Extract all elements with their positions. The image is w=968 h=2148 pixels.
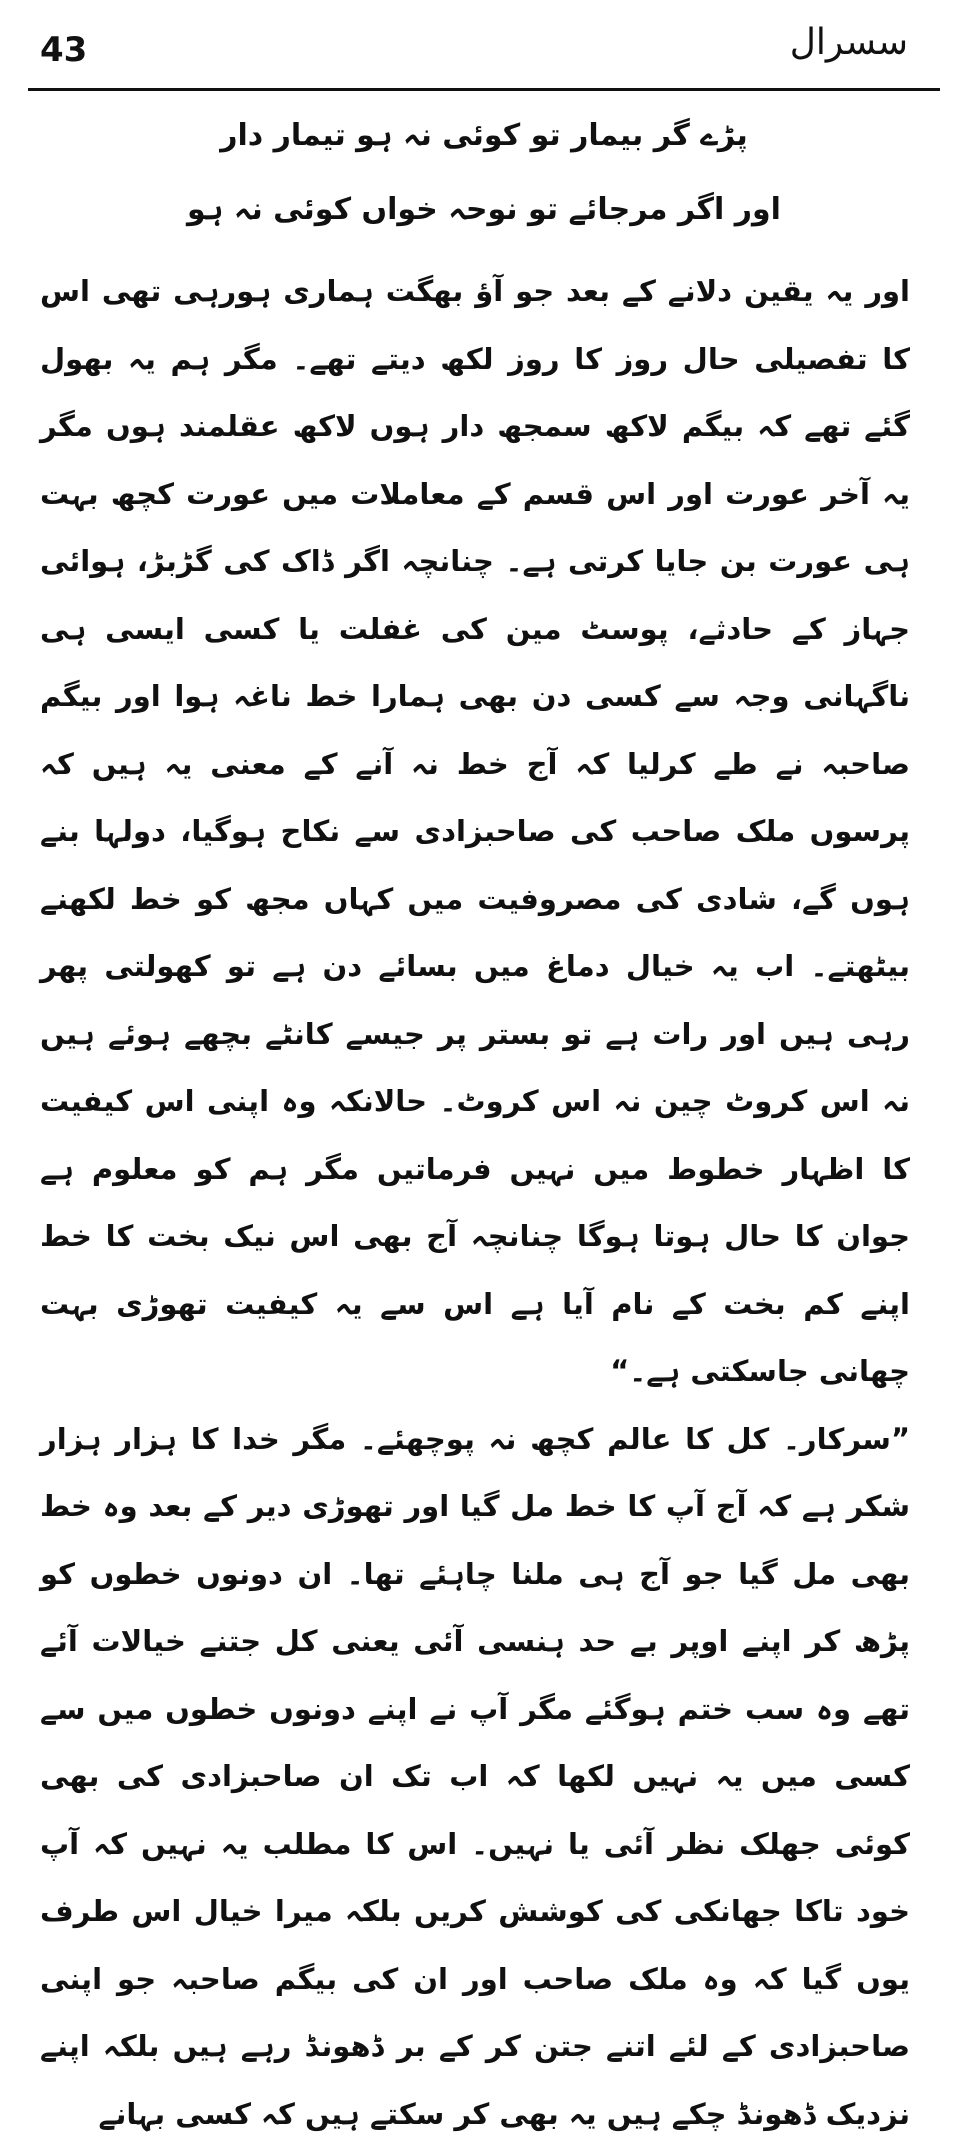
verse-line-1: پڑے گر بیمار تو کوئی نہ ہو تیمار دار xyxy=(0,118,968,153)
header-divider xyxy=(28,88,940,91)
paragraph-1: اور یہ یقین دلانے کے بعد جو آؤ بھگت ہماری ہورہی تھی اس کا تفصیلی حال روز کا روز لکھ دیتے تھے۔ مگر ہم یہ بھول گئے تھے کہ بیگم لاکھ سمجھ دار ہوں لاکھ عقلمند ہوں مگر یہ آخر عورت اور اس قسم کے معاملات میں عورت کچھ بہت ہی عورت بن جایا کرتی ہے۔ چنانچہ اگر ڈاک کی گڑبڑ، ہوائی جہاز کے حادثے، پوسٹ مین کی غفلت یا کسی ایسی ہی ناگہانی وجہ سے کسی دن بھی ہمارا خط ناغہ ہوا اور بیگم صاحبہ نے طے کرلیا کہ آج خط نہ آنے کے معنی یہ ہیں کہ پرسوں ملک صاحب کی صاحبزادی سے نکاح ہوگیا، دولہا بنے ہوں گے، شادی کی مصروفیت میں کہاں مجھ کو خط لکھنے بیٹھتے۔ اب یہ خیال دماغ میں بسائے دن ہے تو کھولتی پھر رہی ہیں اور رات ہے تو بستر پر جیسے کانٹے بچھے ہوئے ہیں نہ اس کروٹ چین نہ اس کروٹ۔ حالانکہ وہ اپنی اس کیفیت کا اظہار خطوط میں نہیں فرماتیں مگر ہم کو معلوم ہے جوان کا حال ہوتا ہوگا چنانچہ آج بھی اس نیک بخت کا خط اپنے کم بخت کے نام آیا ہے اس سے یہ کیفیت تھوڑی بہت چھانی جاسکتی ہے۔“ xyxy=(40,258,910,1406)
page-number: 43 xyxy=(40,30,87,70)
body-text xyxy=(40,258,910,2148)
running-title: سسرال xyxy=(790,22,908,63)
verse-line-2: اور اگر مرجائے تو نوحہ خواں کوئی نہ ہو xyxy=(0,192,968,227)
paragraph-2: ”سرکار۔ کل کا عالم کچھ نہ پوچھئے۔ مگر خدا کا ہزار ہزار شکر ہے کہ آج آپ کا خط مل گیا اور تھوڑی دیر کے بعد وہ خط بھی مل گیا جو آج ہی ملنا چاہئے تھا۔ ان دونوں خطوں کو پڑھ کر اپنے اوپر بے حد ہنسی آئی یعنی کل جتنے خیالات آئے تھے وہ سب ختم ہوگئے مگر آپ نے اپنے دونوں خطوں میں سے کسی میں یہ نہیں لکھا کہ اب تک ان صاحبزادی کی بھی کوئی جھلک نظر آئی یا نہیں۔ اس کا مطلب یہ نہیں کہ آپ خود تاکا جھانکی کی کوشش کریں بلکہ میرا خیال اس طرف یوں گیا کہ وہ ملک صاحب اور ان کی بیگم صاحبہ جو اپنی صاحبزادی کے لئے اتنے جتن کر کے بر ڈھونڈ رہے ہیں بلکہ اپنے نزدیک ڈھونڈ چکے ہیں یہ بھی کر سکتے ہیں کہ کسی بہانے xyxy=(40,1406,910,2148)
